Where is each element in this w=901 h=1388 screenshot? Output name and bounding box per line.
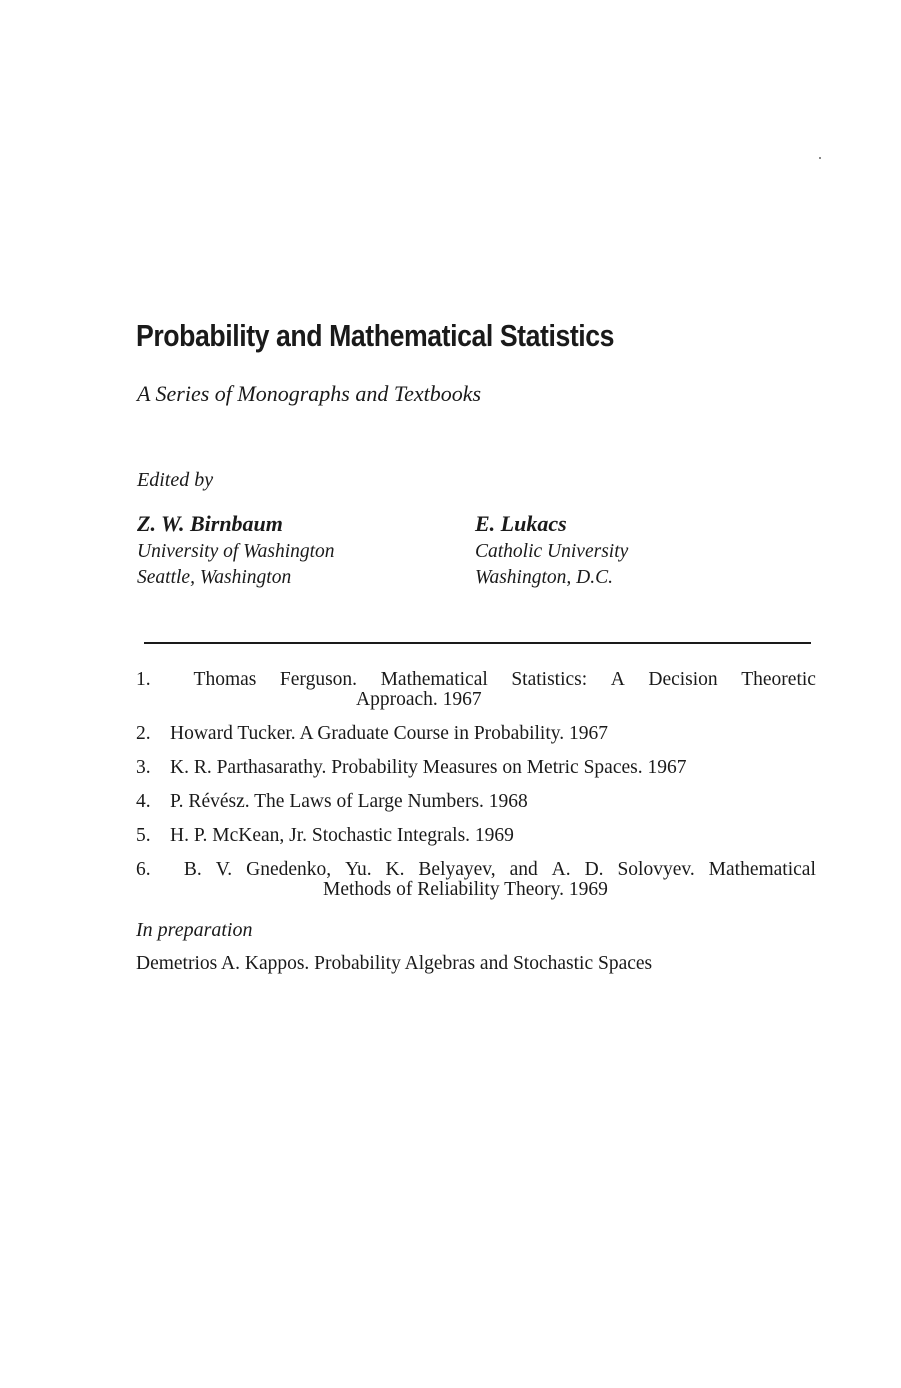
entry-continuation: Approach. 1967: [356, 689, 482, 710]
entry-word: A.: [551, 859, 571, 880]
entry-word: Solovyev.: [617, 859, 695, 880]
entry-word: Thomas: [193, 669, 257, 690]
entry-line: [136, 670, 816, 690]
speck-mark: [819, 157, 821, 159]
editor-block: [475, 509, 628, 591]
entry-number: 6.: [136, 859, 151, 880]
editor-block: [137, 509, 335, 591]
editor-name: E. Lukacs: [475, 511, 567, 536]
divider-rule: [144, 642, 811, 644]
series-entry: [136, 670, 816, 710]
entry-number: 2.: [136, 723, 151, 744]
series-entry: [136, 826, 816, 846]
entry-word: Theoretic: [741, 669, 816, 690]
entry-word: and: [509, 859, 538, 880]
entry-word: Mathematical: [380, 669, 488, 690]
editor-location: Seattle, Washington: [137, 567, 292, 588]
in-preparation-entry: Demetrios A. Kappos. Probability Algebras and Stochastic Spaces: [136, 953, 653, 974]
entry-word: Mathematical: [708, 859, 816, 880]
entry-number: 1.: [136, 669, 151, 690]
editor-affiliation: Catholic University: [475, 541, 629, 562]
entry-word: Decision: [648, 669, 718, 690]
entry-line: [136, 860, 816, 880]
entry-text: P. Révész. The Laws of Large Numbers. 1968: [170, 791, 528, 812]
series-subtitle: A Series of Monographs and Textbooks: [137, 381, 482, 406]
series-list: [136, 670, 816, 914]
entry-word: Yu.: [345, 859, 372, 880]
entry-number: 4.: [136, 791, 151, 812]
series-title: Probability and Mathematical Statistics: [136, 318, 615, 353]
entry-word: Statistics:: [511, 669, 588, 690]
series-entry: [136, 758, 816, 778]
entry-number: 5.: [136, 825, 151, 846]
entry-word: B.: [183, 859, 202, 880]
editor-name: Z. W. Birnbaum: [137, 511, 283, 536]
edited-by-label: Edited by: [137, 469, 214, 491]
entry-word: Gnedenko,: [246, 859, 332, 880]
series-entry: [136, 860, 816, 900]
entry-word: V.: [215, 859, 233, 880]
entry-word: A: [610, 669, 625, 690]
entry-continuation: Methods of Reliability Theory. 1969: [323, 879, 608, 900]
entry-word: Belyayev,: [418, 859, 496, 880]
series-entry: [136, 792, 816, 812]
entry-word: D.: [584, 859, 604, 880]
entry-word: Ferguson.: [279, 669, 358, 690]
editor-affiliation: University of Washington: [137, 541, 335, 562]
entry-text: H. P. McKean, Jr. Stochastic Integrals. 1969: [170, 825, 514, 846]
entry-text: K. R. Parthasarathy. Probability Measures on Metric Spaces. 1967: [170, 757, 687, 778]
series-entry: [136, 724, 816, 744]
entry-word: K.: [385, 859, 405, 880]
editor-location: Washington, D.C.: [475, 567, 613, 588]
in-preparation-label: In preparation: [136, 919, 253, 941]
entry-text: Howard Tucker. A Graduate Course in Probability. 1967: [170, 723, 608, 744]
entry-number: 3.: [136, 757, 151, 778]
